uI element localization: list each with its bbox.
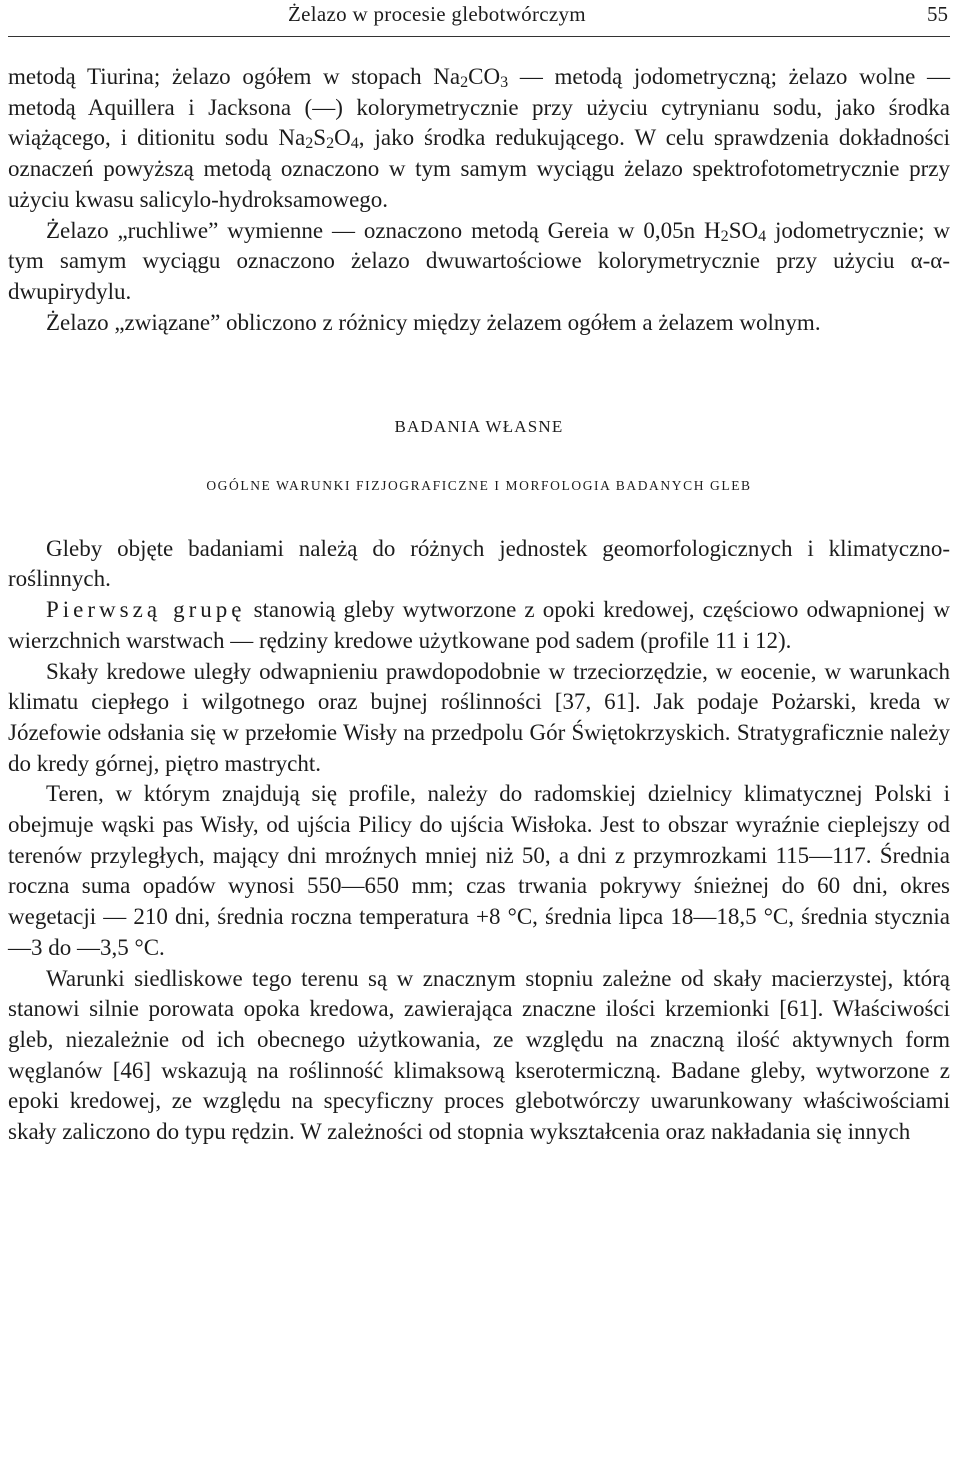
subscript: 2: [720, 227, 729, 245]
text-run: stanowią gleby wytworzone z opoki kredowej, częściowo odwapnionej w wierzchnich warstwach — rędziny kredowe użytkowane pod sadem (profile 11 i 12).: [8, 597, 950, 653]
text-run: Żelazo „ruchliwe” wymienne — oznaczono metodą Gereia w 0,05n H: [46, 217, 721, 243]
text-run: S: [313, 125, 327, 151]
running-header: [8, 0, 950, 30]
subscript: 3: [500, 74, 509, 91]
subscript: 2: [460, 74, 469, 91]
body-text: [8, 62, 950, 1148]
text-run: , jako środka redukującego. W celu sprawdzenia dokładności oznaczeń powyższą metodą oznaczono w tym samym wyciągu żelazo spektrofotometrycznie przy użyciu kwasu salicylo-hydroksamowego.: [8, 125, 951, 212]
subscript: 4: [758, 227, 767, 245]
section-title: BADANIA WŁASNE: [394, 417, 564, 437]
subscript: 2: [326, 135, 335, 153]
subscript: 2: [305, 135, 314, 153]
paragraph-exchangeable-iron: [8, 216, 950, 308]
subsection-title: OGÓLNE WARUNKI FIZJOGRAFICZNE I MORFOLOGIA BADANYCH GLEB: [206, 478, 752, 494]
paragraph-habitat: Warunki siedliskowe tego terenu są w znacznym stopniu zależne od skały macierzystej, którą stanowi silnie porowata opoka kredowa, zawierająca znaczne ilości krzemionki [61]. Właściwości gleb, niezależnie od ich obecnego użytkowania, ze względu na znaczną ilość aktywnych form węglanów [46] wskazują na roślinność klimaksową kserotermiczną. Badane gleby, wytworzone z epoki kredowej, ze względu na specyficzny proces glebotwórczy uwarunkowany właściwościami skały zaliczono do typu rędzin. W zależności od stopnia wykształcenia oraz nakładania się innych: [8, 965, 950, 1145]
page-number: 55: [927, 2, 948, 26]
paragraph-climate: Teren, w którym znajdują się profile, należy do radomskiej dzielnicy klimatycznej Polski i obejmuje wąski pas Wisły, od ujścia Pilicy do ujścia Wisłoka. Jest to obszar wyraźnie cieplejszy od terenów przyległych, mający dni mroźnych mniej niż 50, a dni z przymrozkami 115—117. Średnia roczna suma opadów wynosi 550—650 mm; czas trwania pokrywy śnieżnej do 60 dni, okres wegetacji — 210 dni, średnia roczna temperatura +8 °C, średnia lipca 18—18,5 °C, średnia stycznia —3 do —3,5 °C.: [8, 781, 950, 960]
text-run: O: [334, 125, 351, 151]
text-run: metodą Tiurina; żelazo ogółem w stopach Na: [8, 64, 461, 89]
subscript: 4: [350, 135, 359, 153]
paragraph-soils-overview: Gleby objęte badaniami należą do różnych jednostek geomorfologicznych i klimatyczno-roślinnych.: [8, 535, 950, 592]
text-run: jodometrycznie; w tym samym wyciągu oznaczono żelazo dwuwartościowe kolorymetrycznie przy użyciu α-α-dwupirydylu.: [8, 217, 950, 304]
text-run: — metodą jodometryczną; żelazo wolne — metodą Aquillera i Jacksona (—) kolorymetrycznie przy użyciu cytrynianu sodu, jako środka wiążącego, i ditionitu sodu Na: [8, 64, 950, 151]
text-run: SO: [728, 217, 759, 243]
running-title: Żelazo w procesie glebotwórczym: [288, 2, 586, 26]
paragraph-first-group: [8, 595, 950, 656]
text-run: CO: [468, 64, 501, 89]
spaced-emphasis: Pierwszą grupę: [46, 597, 246, 623]
paragraph-methods-continued: [8, 62, 950, 216]
header-rule: [8, 36, 950, 37]
paragraph-chalk-rocks: Skały kredowe uległy odwapnieniu prawdopodobnie w trzeciorzędzie, w eocenie, w warunkach klimatu ciepłego i wilgotnego oraz bujnej roślinności [37, 61]. Jak podaje Pożarski, kreda w Józefowie odsłania się w przełomie Wisły na przedpolu Gór Świętokrzyskich. Stratygraficznie należy do kredy górnej, piętro mastrycht.: [8, 658, 950, 776]
paragraph-bound-iron: Żelazo „związane” obliczono z różnicy między żelazem ogółem a żelazem wolnym.: [46, 309, 821, 335]
